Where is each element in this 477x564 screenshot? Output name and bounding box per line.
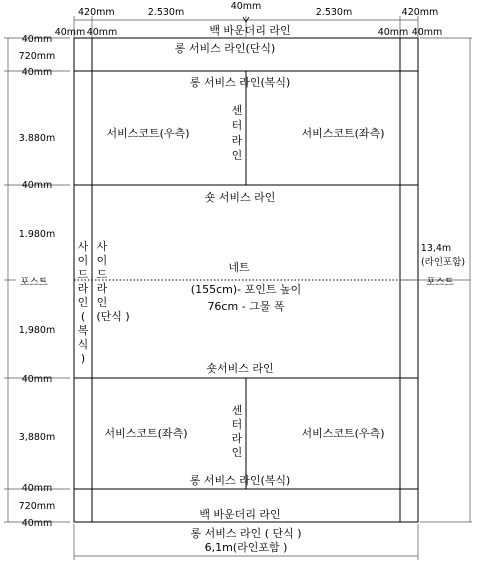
bottom-dimensions xyxy=(74,524,418,560)
court-length-value: 13,4m xyxy=(420,243,452,254)
line-width-label: 40mm xyxy=(377,27,409,38)
line-width-label: 40mm xyxy=(86,27,118,38)
left-dim-label: 40mm xyxy=(21,518,53,529)
side-line-doubles-char: 이 xyxy=(77,254,89,267)
side-line-singles-char: 라 xyxy=(96,282,108,295)
service-court-right-bottom-label: 서비스코트(우측) xyxy=(301,427,385,440)
center-line-bottom-char: 인 xyxy=(231,446,243,459)
left-dim-label: 3.880m xyxy=(18,133,56,144)
left-dim-label: 40mm xyxy=(21,374,53,385)
top-dim-half-left: 2.530m xyxy=(147,7,185,18)
court-length-note: (라인포함) xyxy=(420,257,466,268)
center-line-top-char: 라 xyxy=(231,134,243,147)
court-lines xyxy=(74,38,470,522)
line-width-label: 40mm xyxy=(411,27,443,38)
long-service-line-doubles-top-label: 롱 서비스 라인(복식) xyxy=(189,76,291,89)
side-line-doubles-char: ) xyxy=(80,352,86,365)
left-dimensions xyxy=(4,34,70,529)
center-line-top-char: 터 xyxy=(231,119,243,132)
bottom-dim-label: 롱 서비스 라인 ( 단식 ) xyxy=(190,527,302,540)
center-line-top-char: 인 xyxy=(231,149,243,162)
service-court-right-top-label: 서비스코트(우측) xyxy=(106,127,190,140)
top-dim-center: 40mm xyxy=(230,1,262,12)
top-dim-side-right: 420mm xyxy=(401,7,439,18)
side-line-doubles-char: 사 xyxy=(77,240,89,253)
left-dim-label: 720mm xyxy=(18,51,56,62)
side-line-singles-char: 드 xyxy=(96,268,108,281)
left-dim-label: 1,980m xyxy=(18,325,56,336)
service-court-left-top-label: 서비스코트(좌측) xyxy=(301,127,385,140)
left-post-label: 포스트 xyxy=(20,277,48,288)
long-service-line-singles-top-label: 롱 서비스 라인(단식) xyxy=(174,42,276,55)
center-line-bottom-char: 라 xyxy=(231,432,243,445)
short-service-line-top-label: 숏 서비스 라인 xyxy=(204,191,276,204)
center-line-top-char: 센 xyxy=(231,104,243,117)
left-dim-label: 3,880m xyxy=(18,432,56,443)
left-dim-label: 40mm xyxy=(21,67,53,78)
left-dim-label: 720mm xyxy=(18,501,56,512)
side-line-doubles-char: 드 xyxy=(77,268,89,281)
side-line-doubles-char: 라 xyxy=(77,282,89,295)
long-service-line-doubles-bottom-label: 롱 서비스 라인(복식) xyxy=(189,474,291,487)
service-court-left-bottom-label: 서비스코트(좌측) xyxy=(104,427,188,440)
left-dim-label: 40mm xyxy=(21,180,53,191)
side-line-doubles-char: 인 xyxy=(77,296,89,309)
left-dim-label: 40mm xyxy=(21,34,53,45)
center-line-bottom-char: 센 xyxy=(231,404,243,417)
court-labels xyxy=(78,23,385,521)
top-dim-half-right: 2.530m xyxy=(315,7,353,18)
side-line-singles-char: 이 xyxy=(96,254,108,267)
back-boundary-line-top-label: 백 바운더리 라인 xyxy=(209,24,291,37)
net-label: 네트 xyxy=(228,261,250,274)
center-line-bottom-char: 터 xyxy=(231,418,243,431)
left-dim-label: 40mm xyxy=(21,483,53,494)
right-post-label: 포스트 xyxy=(426,277,454,288)
court-width-label: 6,1m(라인포함 ) xyxy=(204,541,288,554)
side-line-doubles-char: 복 xyxy=(77,324,89,337)
side-line-singles-char: 사 xyxy=(96,240,108,253)
top-dim-side-left: 420mm xyxy=(78,7,115,18)
side-line-singles-char: 인 xyxy=(96,296,108,309)
line-width-label: 40mm xyxy=(54,27,86,38)
net-height-label: (155cm)- 포인트 높이 xyxy=(190,283,302,296)
short-service-line-bottom-label: 숏서비스 라인 xyxy=(206,362,274,375)
side-line-singles-note: (단식 ) xyxy=(96,310,130,323)
left-dim-label: 1.980m xyxy=(18,229,56,240)
side-line-doubles-char: ( xyxy=(80,310,86,323)
side-line-doubles-char: 식 xyxy=(77,338,89,351)
back-boundary-line-bottom-label: 백 바운더리 라인 xyxy=(199,508,281,521)
net-width-label: 76cm - 그물 폭 xyxy=(207,300,285,313)
